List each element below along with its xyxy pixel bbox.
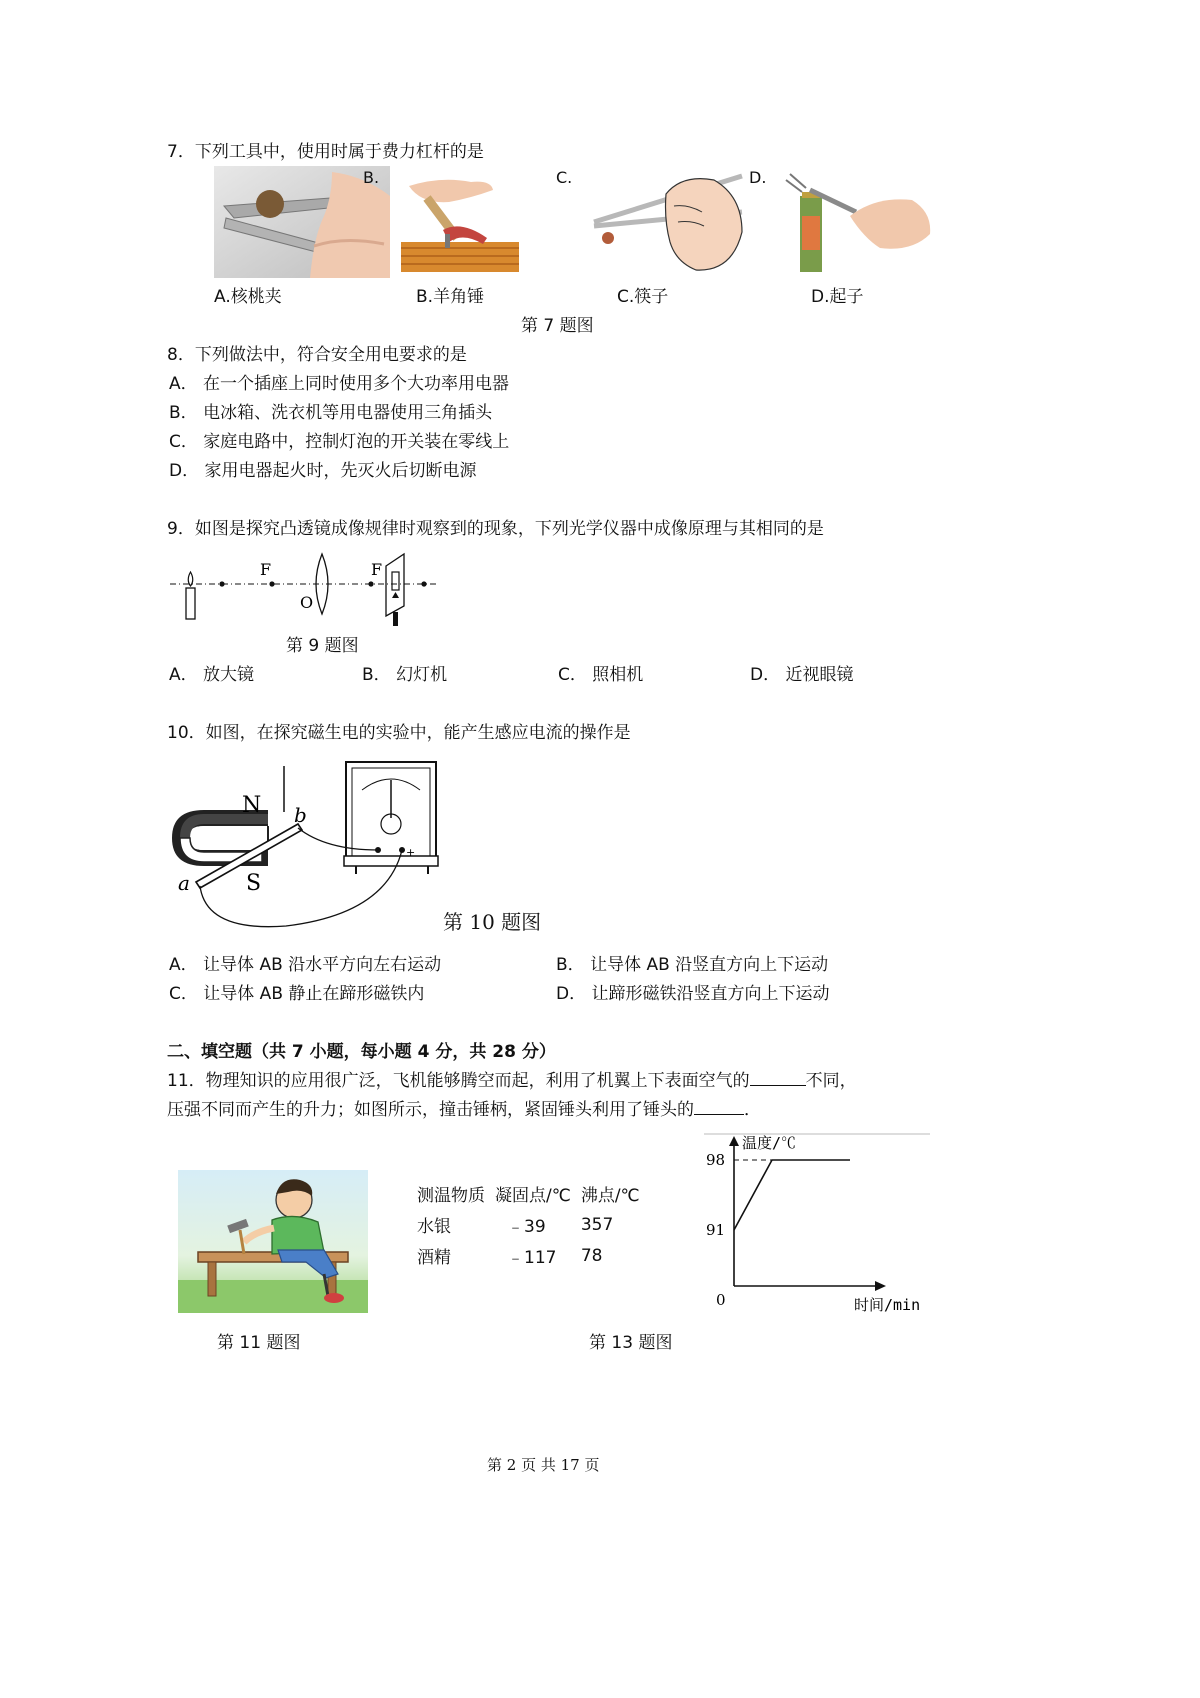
q11-hammer-illustration	[178, 1170, 368, 1313]
y-axis-arrow	[729, 1136, 739, 1146]
x-axis-label: 时间/min	[854, 1296, 921, 1314]
q8-option-c: C． 家庭电路中，控制灯泡的开关装在零线上	[169, 432, 510, 452]
page-footer: 第 2 页 共 17 页	[487, 1456, 600, 1474]
q11-line-2: 压强不同而产生的升力；如图所示，撞击锤柄，紧固锤头利用了锤头的 ．	[167, 1100, 761, 1120]
q10-label-n: N	[242, 793, 262, 818]
q7-option-b: B.羊角锤	[416, 287, 485, 307]
q9-option-a: A． 放大镜	[169, 665, 255, 685]
q7-stem: 7．下列工具中，使用时属于费力杠杆的是	[167, 142, 484, 162]
q9-label-f-left: F	[260, 560, 272, 579]
q9-label-f-right: F	[371, 560, 383, 579]
q10-label-s: S	[246, 871, 262, 896]
table-cell: 酒精	[417, 1248, 451, 1268]
q13-material-table	[417, 1178, 650, 1271]
q9-option-d: D． 近视眼镜	[750, 665, 854, 685]
q10-option-d: D． 让蹄形磁铁沿竖直方向上下运动	[556, 984, 830, 1004]
table-cell: ﹣117	[507, 1248, 557, 1268]
y-tick-label: 98	[706, 1151, 726, 1169]
induction-experiment-diagram	[166, 754, 446, 932]
q9-label-o: O	[300, 593, 314, 612]
q10-option-a: A． 让导体 AB 沿水平方向左右运动	[169, 955, 442, 975]
temperature-time-chart	[700, 1132, 935, 1318]
q10-stem: 10．如图，在探究磁生电的实验中，能产生感应电流的操作是	[167, 723, 631, 743]
table-cell: 水银	[417, 1217, 451, 1237]
table-header-cell: 测温物质	[417, 1186, 485, 1206]
q8-option-a: A． 在一个插座上同时使用多个大功率用电器	[169, 374, 510, 394]
q10-caption: 第 10 题图	[443, 910, 542, 934]
q10-label-a: a	[178, 871, 190, 895]
q13-caption: 第 13 题图	[589, 1333, 673, 1353]
section-2-heading: 二、填空题（共 7 小题，每小题 4 分，共 28 分）	[167, 1042, 556, 1062]
q8-option-b: B． 电冰箱、洗衣机等用电器使用三角插头	[169, 403, 493, 423]
x-axis-arrow	[875, 1281, 886, 1291]
table-cell: 357	[580, 1214, 614, 1235]
q10-option-b: B． 让导体 AB 沿竖直方向上下运动	[556, 955, 829, 975]
table-row	[417, 1209, 650, 1240]
y-tick-label: 91	[706, 1221, 726, 1239]
q9-option-b: B． 幻灯机	[362, 665, 448, 685]
q10-label-b: b	[294, 803, 307, 827]
table-header-row	[417, 1178, 650, 1209]
q7-option-a: A.核桃夹	[214, 287, 282, 307]
q7-caption: 第 7 题图	[521, 316, 594, 336]
q7-mark-c: C.	[556, 168, 573, 187]
q11-blank-2	[694, 1100, 744, 1115]
chopsticks-image	[592, 172, 744, 272]
q11-caption: 第 11 题图	[217, 1333, 301, 1353]
table-cell: ﹣39	[507, 1217, 546, 1237]
y-axis-label: 温度/℃	[742, 1134, 797, 1152]
q7-mark-d: D.	[749, 168, 767, 187]
origin-label: 0	[716, 1291, 726, 1309]
temperature-series-line	[734, 1160, 850, 1230]
q7-option-c: C.筷子	[617, 287, 669, 307]
table-cell: 78	[580, 1245, 603, 1266]
table-header-cell: 凝固点/℃	[495, 1186, 571, 1206]
table-row	[417, 1240, 650, 1271]
q8-option-d: D． 家用电器起火时，先灭火后切断电源	[169, 461, 477, 481]
q11-line-1: 11．物理知识的应用很广泛，飞机能够腾空而起，利用了机翼上下表面空气的 不同，	[167, 1071, 857, 1091]
q9-stem: 9．如图是探究凸透镜成像规律时观察到的现象，下列光学仪器中成像原理与其相同的是	[167, 519, 824, 539]
q9-caption: 第 9 题图	[286, 636, 359, 656]
bottle-opener-image	[780, 172, 932, 272]
q10-option-c: C． 让导体 AB 静止在蹄形磁铁内	[169, 984, 425, 1004]
q10-label-plus: +	[406, 846, 416, 859]
claw-hammer-image	[401, 176, 519, 272]
q8-stem: 8．下列做法中，符合安全用电要求的是	[167, 345, 467, 365]
table-header-cell: 沸点/℃	[580, 1186, 640, 1206]
q7-mark-b: B.	[363, 168, 380, 187]
q9-option-c: C． 照相机	[558, 665, 644, 685]
q7-option-d: D.起子	[811, 287, 864, 307]
convex-lens-diagram	[166, 550, 446, 628]
q11-blank-1	[750, 1071, 806, 1086]
